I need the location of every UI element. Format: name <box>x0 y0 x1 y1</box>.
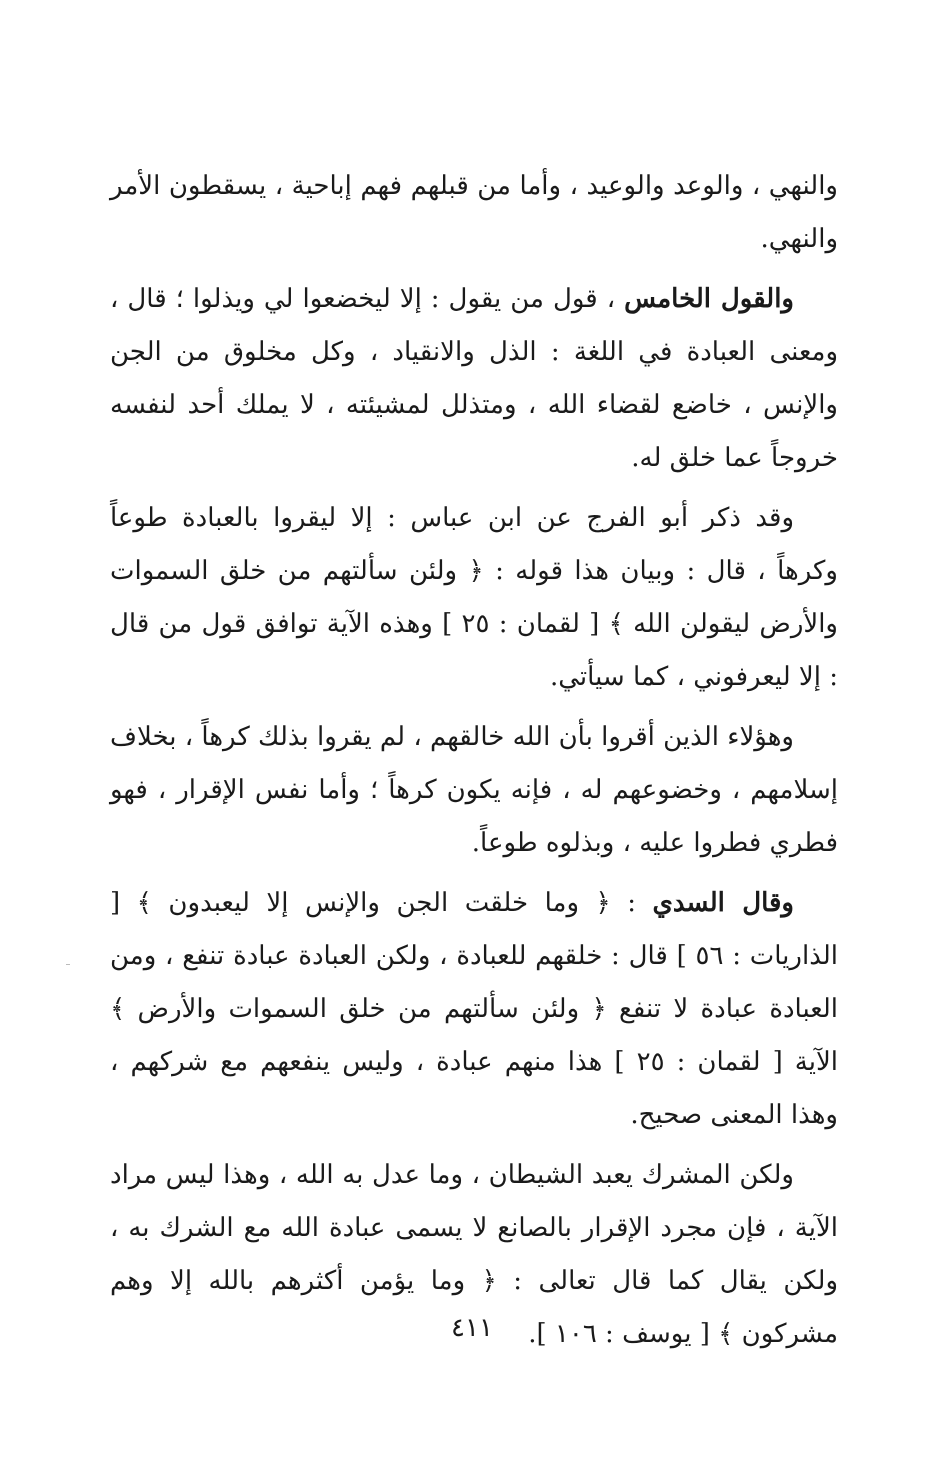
paragraph-4 <box>110 711 838 870</box>
paragraph-5-lead: وقال السدي <box>652 888 794 918</box>
paragraph-2 <box>110 273 838 485</box>
paragraph-3-text: وقد ذكر أبو الفرج عن ابن عباس : إلا ليقروا بالعبادة طوعاً وكرهاً ، قال : وبيان هذا قوله : ﴿ ولئن سألتهم من خلق السموات والأرض ليقولن الله ﴾ [ لقمان : ٢٥ ] وهذه الآية توافق قول من قال : إلا ليعرفوني ، كما سيأتي. <box>110 503 838 692</box>
paragraph-6-text: ولكن المشرك يعبد الشيطان ، وما عدل به الله ، وهذا ليس مراد الآية ، فإن مجرد الإقرار بالصانع لا يسمى عبادة الله مع الشرك به ، ولكن يقال كما قال تعالى : ﴿ وما يؤمن أكثرهم بالله إلا وهم مشركون ﴾ [ يوسف : ١٠٦ ]. <box>110 1160 838 1349</box>
paragraph-5 <box>110 877 838 1142</box>
paragraph-2-lead: والقول الخامس <box>624 284 794 314</box>
paragraph-4-text: وهؤلاء الذين أقروا بأن الله خالقهم ، لم يقروا بذلك كرهاً ، بخلاف إسلامهم ، وخضوعهم له ، فإنه يكون كرهاً ؛ وأما نفس الإقرار ، فهو فطري فطروا عليه ، وبذلوه طوعاً. <box>110 722 838 858</box>
paragraph-1 <box>110 160 838 266</box>
paragraph-3 <box>110 492 838 704</box>
paragraph-5-text: : ﴿ وما خلقت الجن والإنس إلا ليعبدون ﴾ [ الذاريات : ٥٦ ] قال : خلقهم للعبادة ، ولكن العبادة عبادة تنفع ، ومن العبادة عبادة لا تنفع ﴿ ولئن سألتهم من خلق السموات والأرض ﴾ الآية [ لقمان : ٢٥ ] هذا منهم عبادة ، وليس ينفعهم مع شركهم ، وهذا المعنى صحيح. <box>110 888 839 1130</box>
margin-mark <box>66 964 70 965</box>
page-number: ٤١١ <box>451 1313 493 1343</box>
paragraph-2-text: ، قول من يقول : إلا ليخضعوا لي ويذلوا ؛ قال ، ومعنى العبادة في اللغة : الذل والانقياد ، وكل مخلوق من الجن والإنس ، خاضع لقضاء الله ، ومتذلل لمشيئته ، لا يملك أحد لنفسه خروجاً عما خلق له. <box>110 284 838 473</box>
page-body <box>110 160 838 1368</box>
paragraph-1-text: والنهي ، والوعد والوعيد ، وأما من قبلهم فهم إباحية ، يسقطون الأمر والنهي. <box>110 171 838 254</box>
